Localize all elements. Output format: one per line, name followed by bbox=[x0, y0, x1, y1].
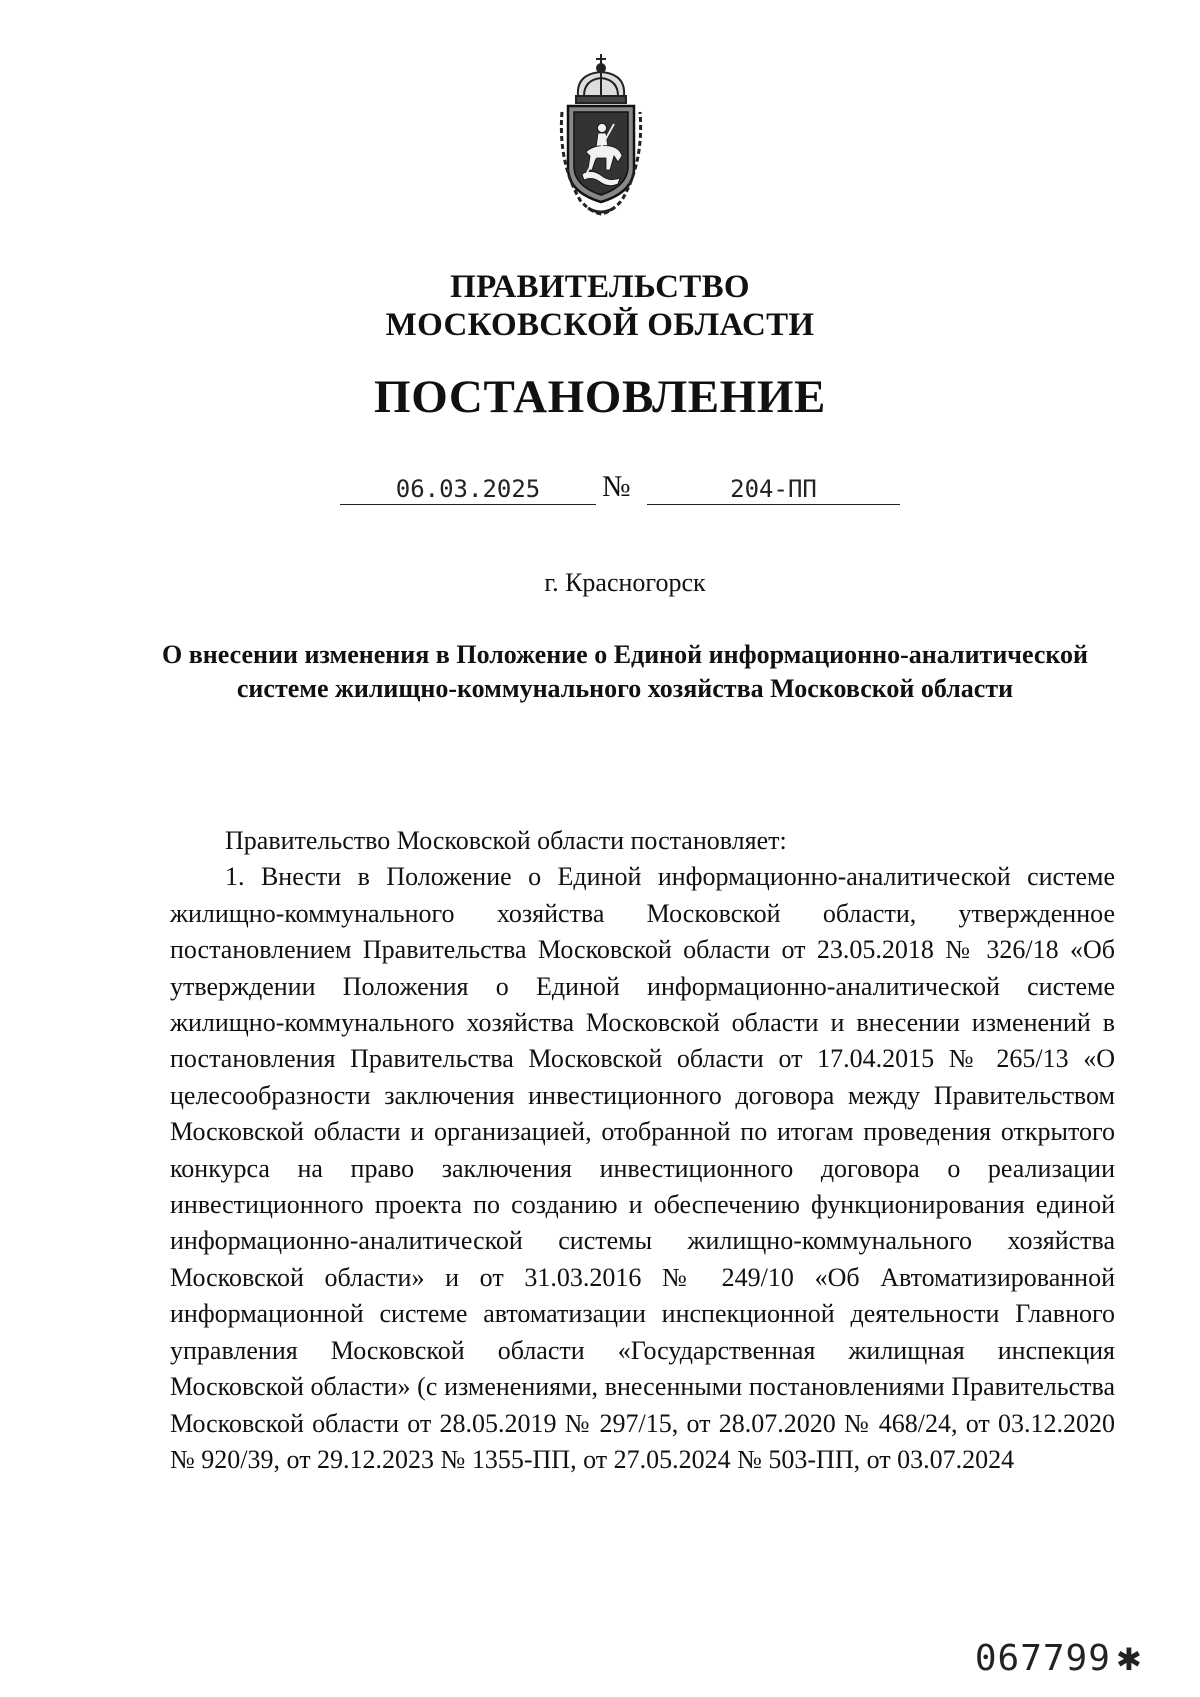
registration-row bbox=[340, 470, 900, 514]
clause-1-paragraph: 1. Внести в Положение о Единой информационно-аналитической системе жилищно-коммунального хозяйства Московской области, утвержденное постановлением Правительства Московской области от 23.05.2018 № 326/18 «Об утверждении Положения о Единой информационно-аналитической системе жилищно-коммунального хозяйства Московской области и внесении изменений в постановления Правительства Московской области от 17.04.2015 № 265/13 «О целесообразности заключения инвестиционного договора между Правительством Московской области и организацией, отобранной по итогам проведения открытого конкурса на право заключения инвестиционного договора о реализации инвестиционного проекта по созданию и обеспечению функционирования единой информационно-аналитической системы жилищно-коммунального хозяйства Московской области» и от 31.03.2016 № 249/10 «Об Автоматизированной информационной системе автоматизации инспекционной деятельности Главного управления Московской области «Государственная жилищная инспекция Московской области» (с изменениями, внесенными постановлениями Правительства Московской области от 28.05.2019 № 297/15, от 28.07.2020 № 468/24, от 03.12.2020 № 920/39, от 29.12.2023 № 1355-ПП, от 27.05.2024 № 503-ПП, от 03.07.2024 bbox=[170, 862, 1115, 1474]
asterisk-icon: ✱ bbox=[1116, 1634, 1142, 1680]
document-subject: О внесении изменения в Положение о Единой информационно-аналитической системе жилищно-коммунального хозяйства Московской области bbox=[162, 640, 1088, 703]
government-title-line-2: МОСКОВСКОЙ ОБЛАСТИ bbox=[385, 307, 815, 343]
document-body bbox=[170, 823, 1115, 1478]
preamble-paragraph: Правительство Московской области постановляет: bbox=[225, 826, 787, 855]
document-date: 06.03.2025 bbox=[340, 474, 596, 505]
government-title-line-1: ПРАВИТЕЛЬСТВО bbox=[450, 269, 750, 305]
serial-number-block bbox=[974, 1634, 1142, 1680]
number-sign: № bbox=[602, 470, 631, 503]
city-name: г. Красногорск bbox=[544, 568, 706, 597]
serial-number: 067799 bbox=[974, 1638, 1111, 1679]
document-type-heading: ПОСТАНОВЛЕНИЕ bbox=[374, 371, 826, 423]
document-number: 204-ПП bbox=[647, 474, 900, 505]
coat-of-arms-icon bbox=[558, 52, 644, 220]
